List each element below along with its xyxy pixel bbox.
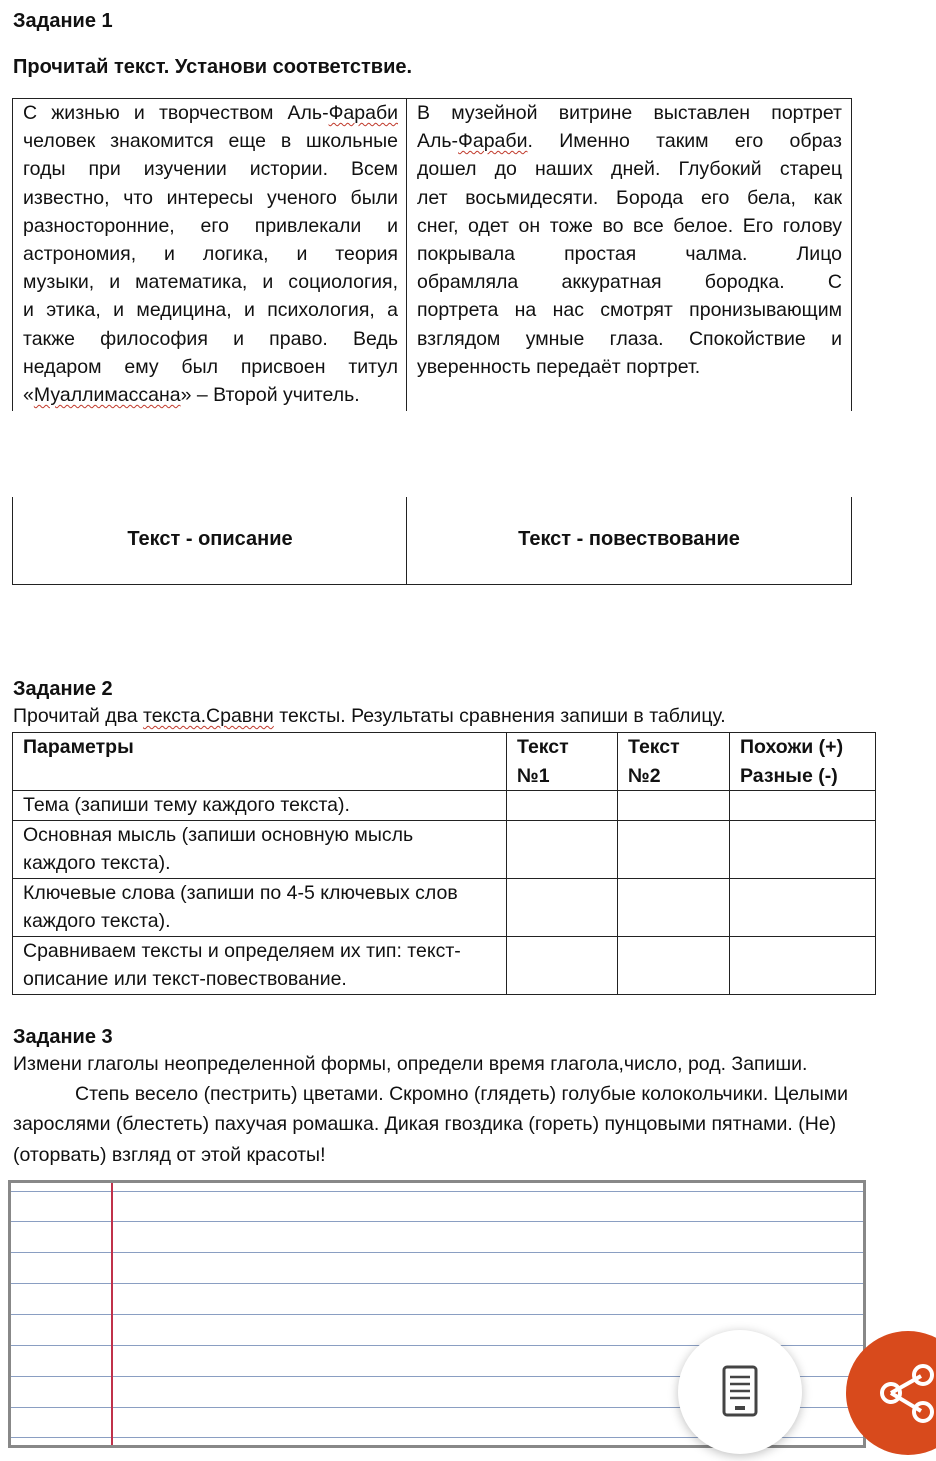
header-similar-different: Похожи (+) Разные (-) xyxy=(730,733,876,791)
header-text2: Текст №2 xyxy=(618,733,730,791)
task1-title: Задание 1 xyxy=(13,10,113,32)
row-theme-label: Тема (запиши тему каждого текста). xyxy=(13,791,507,821)
answer-cell[interactable] xyxy=(507,820,618,878)
border-gap-right xyxy=(851,411,852,497)
text-left-line: недаром ему был присвоен титул xyxy=(23,355,398,378)
share-icon xyxy=(846,1331,936,1455)
answer-cell[interactable] xyxy=(507,791,618,821)
text-right-line: покрывала простая чалма. Лицо xyxy=(417,243,842,266)
answer-cell[interactable] xyxy=(730,936,876,994)
text-left-line: астрономия, и логика, и теория xyxy=(23,243,398,266)
matching-table xyxy=(12,98,852,585)
header-text1: Текст №1 xyxy=(507,733,618,791)
table-row xyxy=(13,791,876,821)
text-left-line: известно, что интересы ученого были xyxy=(23,186,398,209)
answer-cell[interactable] xyxy=(618,878,730,936)
text-left-line: годы при изучении истории. Всем xyxy=(23,158,398,181)
answer-cell[interactable] xyxy=(730,791,876,821)
table-row xyxy=(13,820,876,878)
table-row xyxy=(13,878,876,936)
table-header-row xyxy=(13,733,876,791)
task3-text-line: Степь весело (пестрить) цветами. Скромно (глядеть) голубые колокольчики. Целыми xyxy=(75,1083,849,1105)
answer-cell[interactable] xyxy=(730,820,876,878)
answer-cell[interactable] xyxy=(618,791,730,821)
row-type-label: Сравниваем тексты и определяем их тип: текст- описание или текст-повествование. xyxy=(13,936,507,994)
ruled-line xyxy=(11,1252,863,1253)
ruled-line xyxy=(11,1283,863,1284)
text-left-line: разносторонние, его привлекали и xyxy=(23,214,398,237)
margin-line xyxy=(111,1183,113,1445)
ruled-line xyxy=(11,1221,863,1222)
task3-text-line: (оторвать) взгляд от этой красоты! xyxy=(13,1144,326,1166)
text-left-line: также философия и право. Ведь xyxy=(23,327,398,350)
answer-cell[interactable] xyxy=(618,936,730,994)
table-row xyxy=(13,936,876,994)
task3-text-line: зарослями (блестеть) пахучая ромашка. Дикая гвоздика (гореть) пунцовыми пятнами. (Не) xyxy=(13,1113,837,1135)
answer-cell[interactable] xyxy=(730,878,876,936)
text-right-line: лет восьмидесяти. Борода его бела, как xyxy=(417,186,842,209)
border-gap-left xyxy=(12,411,13,497)
ruled-line xyxy=(11,1314,863,1315)
task1-instruction: Прочитай текст. Установи соответствие. xyxy=(13,56,413,78)
task3-title: Задание 3 xyxy=(13,1026,113,1048)
row-keywords-label: Ключевые слова (запиши по 4-5 ключевых слов каждого текста). xyxy=(13,878,507,936)
task2-instruction: Прочитай два текста.Сравни тексты. Результаты сравнения запиши в таблицу. xyxy=(13,705,726,727)
row-main-idea-label: Основная мысль (запиши основную мысль каждого текста). xyxy=(13,820,507,878)
share-button[interactable] xyxy=(846,1331,936,1455)
task2-title: Задание 2 xyxy=(13,678,113,700)
text-right-line: В музейной витрине выставлен портрет xyxy=(417,102,842,124)
text-left-line: «Муаллимассана» – Второй учитель. xyxy=(23,384,360,407)
text-left-line: С жизнью и творчеством Аль-Фараби xyxy=(23,102,398,124)
label-narration: Текст - повествование xyxy=(518,528,740,550)
text-right-line: Аль-Фараби. Именно таким его образ xyxy=(417,130,842,153)
header-parameters: Параметры xyxy=(13,733,507,791)
answer-cell[interactable] xyxy=(507,878,618,936)
text-right-line: взглядом умные глаза. Спокойствие и xyxy=(417,327,842,350)
comparison-table xyxy=(12,732,876,995)
text-left-line: и этика, и медицина, и психология, а xyxy=(23,299,398,322)
ruled-line xyxy=(11,1191,863,1192)
text-right-line: уверенность передаёт портрет. xyxy=(417,355,701,378)
text-left xyxy=(23,99,398,409)
label-description: Текст - описание xyxy=(127,528,293,550)
answer-cell[interactable] xyxy=(507,936,618,994)
document-button[interactable] xyxy=(678,1330,802,1454)
text-right-line: дошел до наших дней. Глубокий старец xyxy=(417,158,842,181)
text-left-line: музыки, и математика, и социология, xyxy=(23,271,398,294)
column-divider-top xyxy=(406,99,407,411)
text-right-line: портрета на нас смотрят пронизывающим xyxy=(417,299,842,322)
document-icon xyxy=(678,1330,802,1454)
text-right-line: обрамляла аккуратная бородка. С xyxy=(417,271,842,294)
task3-instruction: Измени глаголы неопределенной формы, определи время глагола,число, род. Запиши. xyxy=(13,1053,808,1075)
text-right-line: снег, одет он тоже во все белое. Его голову xyxy=(417,214,842,237)
answer-cell[interactable] xyxy=(618,820,730,878)
text-right xyxy=(417,99,842,381)
text-left-line: человек знакомится еще в школьные xyxy=(23,130,398,153)
